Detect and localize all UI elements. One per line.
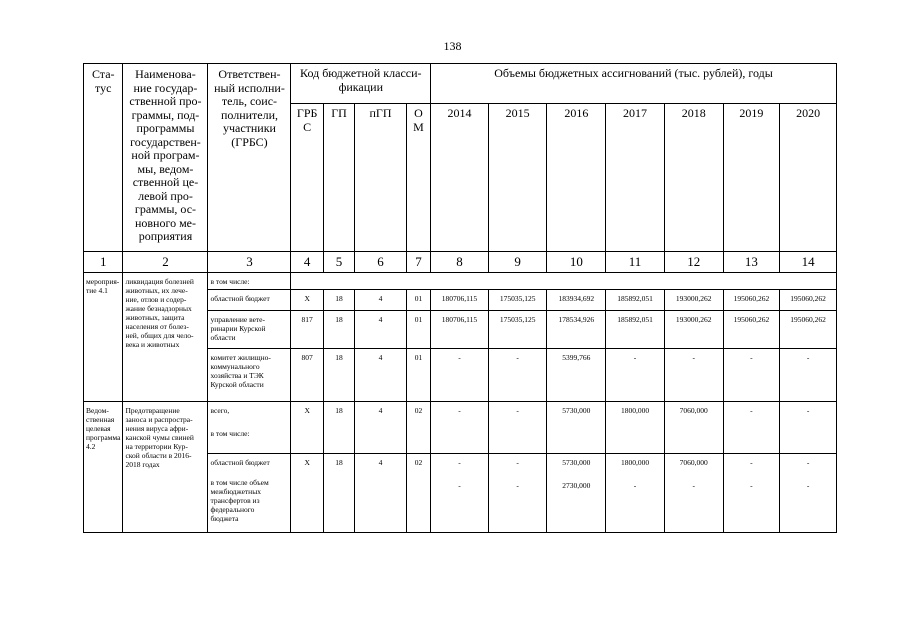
value-cell: 180706,115	[431, 290, 489, 311]
column-number: 13	[723, 252, 780, 273]
value-cell: 195060,262	[780, 290, 837, 311]
value-cell: 195060,262	[723, 311, 780, 349]
header-year-2017: 2017	[606, 104, 665, 252]
value-cell: 18	[323, 402, 354, 454]
value-cell: 175035,125	[488, 290, 547, 311]
budget-allocation-table	[83, 63, 837, 533]
value-cell: 18	[323, 311, 354, 349]
value-cell: 1800,000 -	[606, 454, 665, 533]
value-cell: 185892,051	[606, 290, 665, 311]
value-cell: -	[606, 349, 665, 402]
value-cell: 180706,115	[431, 311, 489, 349]
value-cell: - -	[780, 454, 837, 533]
column-number: 7	[406, 252, 430, 273]
value-cell: -	[488, 349, 547, 402]
row-executor: областной бюджет	[208, 290, 291, 311]
header-allocation-group: Объемы бюджетных ассигнований (тыс. рублей), годы	[431, 64, 837, 104]
value-cell: -	[488, 402, 547, 454]
value-cell: 5730,000 2730,000	[547, 454, 606, 533]
value-cell: 4	[355, 349, 407, 402]
value-cell: 175035,125	[488, 311, 547, 349]
value-cell: 4	[355, 454, 407, 533]
value-cell: 193000,262	[664, 290, 723, 311]
value-cell: 195060,262	[723, 290, 780, 311]
row-executor: комитет жилищно- коммунального хозяйства и ТЭК Курской области	[208, 349, 291, 402]
value-cell: 02	[406, 402, 430, 454]
header-year-2020: 2020	[780, 104, 837, 252]
value-cell: -	[723, 402, 780, 454]
value-cell: 185892,051	[606, 311, 665, 349]
value-cell: 4	[355, 290, 407, 311]
header-year-2018: 2018	[664, 104, 723, 252]
header-year-2016: 2016	[547, 104, 606, 252]
row-executor: всего, в том числе:	[208, 402, 291, 454]
table-row	[84, 402, 837, 454]
column-number: 1	[84, 252, 123, 273]
column-number: 8	[431, 252, 489, 273]
value-cell: 18	[323, 454, 354, 533]
row-status: Ведом- ственная целевая программа 4.2	[84, 402, 123, 533]
value-cell: 807	[291, 349, 323, 402]
column-number: 4	[291, 252, 323, 273]
header-executor: Ответствен- ный исполни- тель, соис- полнители, участники (ГРБС)	[208, 64, 291, 252]
value-cell: 817	[291, 311, 323, 349]
header-status: Ста- тус	[84, 64, 123, 252]
column-number: 11	[606, 252, 665, 273]
row-executor: управление вете- ринарии Курской области	[208, 311, 291, 349]
value-cell: 1800,000	[606, 402, 665, 454]
empty-cells	[291, 273, 837, 290]
value-cell: 4	[355, 311, 407, 349]
header-code-pgp: пГП	[355, 104, 407, 252]
value-cell: 01	[406, 311, 430, 349]
page-number: 138	[443, 39, 462, 53]
value-cell: -	[780, 349, 837, 402]
value-cell: - -	[723, 454, 780, 533]
column-number: 10	[547, 252, 606, 273]
header-year-2015: 2015	[488, 104, 547, 252]
column-number: 6	[355, 252, 407, 273]
row-program-name: Предотвращение заноса и распростра- нения вируса афри- канской чумы свиней на территории Кур- ской области в 2016- 2018 годах	[123, 402, 208, 533]
value-cell: -	[431, 349, 489, 402]
value-cell: 18	[323, 349, 354, 402]
value-cell: 195060,262	[780, 311, 837, 349]
value-cell: -	[780, 402, 837, 454]
column-number: 9	[488, 252, 547, 273]
row-executor: областной бюджет в том числе объем межбюджетных трансфертов из федерального бюджета	[208, 454, 291, 533]
value-cell: 01	[406, 349, 430, 402]
row-program-name: ликвидация болезней животных, их лече- ние, отлов и содер- жание безнадзорных животных, защита населения от болез- ней, общих для чело- века и животных	[123, 273, 208, 402]
value-cell: X	[291, 454, 323, 533]
value-cell: - -	[431, 454, 489, 533]
header-budget-code-group: Код бюджетной класси- фикации	[291, 64, 431, 104]
header-code-grbs: ГРБ С	[291, 104, 323, 252]
value-cell: 183934,692	[547, 290, 606, 311]
column-number: 14	[780, 252, 837, 273]
value-cell: - -	[488, 454, 547, 533]
value-cell: X	[291, 402, 323, 454]
value-cell: 7060,000 -	[664, 454, 723, 533]
value-cell: -	[664, 349, 723, 402]
column-number: 3	[208, 252, 291, 273]
header-year-2014: 2014	[431, 104, 489, 252]
value-cell: 178534,926	[547, 311, 606, 349]
value-cell: 193000,262	[664, 311, 723, 349]
header-program-name: Наименова- ние государ- ственной про- граммы, под- программы государствен- ной програм- мы, ведом- ственной це- левой про- граммы, ос- новного ме- роприятия	[123, 64, 208, 252]
value-cell: 02	[406, 454, 430, 533]
column-number: 2	[123, 252, 208, 273]
header-year-2019: 2019	[723, 104, 780, 252]
value-cell: -	[723, 349, 780, 402]
header-code-om: О М	[406, 104, 430, 252]
header-code-gp: ГП	[323, 104, 354, 252]
table-row	[84, 273, 837, 290]
value-cell: -	[431, 402, 489, 454]
value-cell: 18	[323, 290, 354, 311]
value-cell: 4	[355, 402, 407, 454]
column-number-row	[84, 252, 837, 273]
column-number: 5	[323, 252, 354, 273]
value-cell: 7060,000	[664, 402, 723, 454]
value-cell: 5399,766	[547, 349, 606, 402]
value-cell: 5730,000	[547, 402, 606, 454]
value-cell: X	[291, 290, 323, 311]
row-executor: в том числе:	[208, 273, 291, 290]
row-status: мероприя- тие 4.1	[84, 273, 123, 402]
column-number: 12	[664, 252, 723, 273]
value-cell: 01	[406, 290, 430, 311]
